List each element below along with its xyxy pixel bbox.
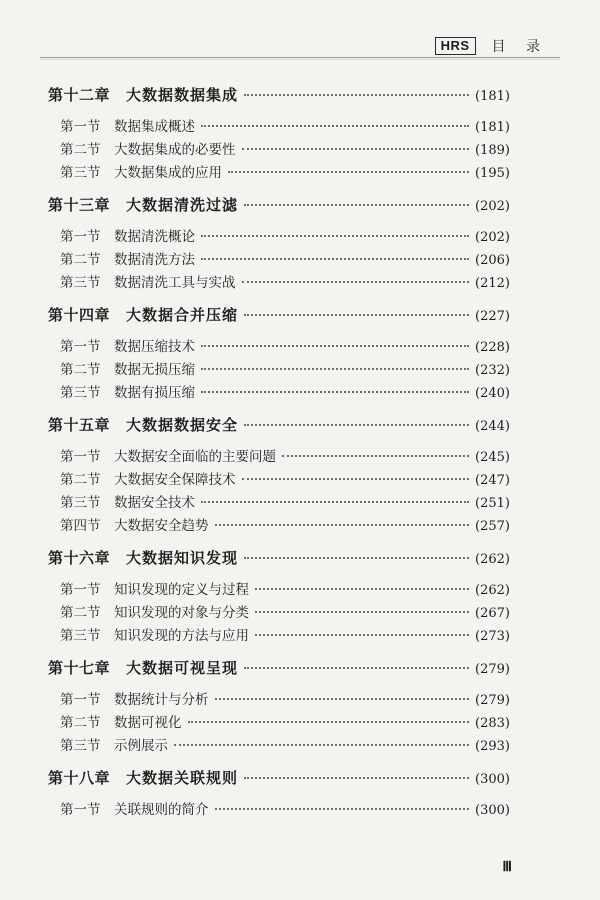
- header-title: 目 录: [491, 39, 548, 55]
- section-number: 第一节: [60, 449, 101, 465]
- chapter-block: [48, 547, 510, 647]
- section-entry[interactable]: [48, 711, 510, 734]
- chapter-number: 第十八章: [48, 769, 111, 787]
- section-title: 大数据集成的必要性: [114, 142, 236, 158]
- section-page: (228): [475, 340, 510, 355]
- section-title: 数据清洗工具与实战: [114, 275, 236, 291]
- section-page: (181): [475, 120, 510, 135]
- chapter-block: [48, 767, 510, 821]
- section-page: (283): [475, 716, 510, 731]
- section-entry[interactable]: [48, 445, 510, 468]
- chapter-number: 第十七章: [48, 659, 111, 677]
- chapter-page: (227): [475, 309, 510, 324]
- section-page: (273): [475, 629, 510, 644]
- chapter-number: 第十二章: [48, 86, 111, 104]
- section-number: 第二节: [60, 142, 101, 158]
- section-number: 第二节: [60, 605, 101, 621]
- chapter-entry[interactable]: [48, 304, 510, 327]
- dot-leader: [201, 501, 469, 503]
- section-title: 知识发现的定义与过程: [114, 582, 249, 598]
- dot-leader: [201, 368, 469, 370]
- dot-leader: [244, 424, 469, 426]
- section-page: (279): [475, 693, 510, 708]
- section-page: (262): [475, 583, 510, 598]
- dot-leader: [244, 777, 469, 779]
- chapter-entry[interactable]: [48, 194, 510, 217]
- dot-leader: [242, 478, 470, 480]
- chapter-page: (181): [475, 89, 510, 104]
- chapter-title: 大数据知识发现: [126, 549, 239, 567]
- header-rule-thin: [40, 59, 560, 60]
- section-title: 数据可视化: [114, 715, 182, 731]
- dot-leader: [201, 125, 469, 127]
- page-number: Ⅲ: [502, 860, 512, 875]
- dot-leader: [188, 721, 470, 723]
- dot-leader: [174, 744, 469, 746]
- chapter-page: (300): [475, 772, 510, 787]
- dot-leader: [242, 148, 470, 150]
- section-page: (202): [475, 230, 510, 245]
- chapter-number: 第十四章: [48, 306, 111, 324]
- section-entry[interactable]: [48, 138, 510, 161]
- section-title: 大数据安全保障技术: [114, 472, 236, 488]
- dot-leader: [244, 667, 469, 669]
- section-entry[interactable]: [48, 601, 510, 624]
- chapter-number: 第十三章: [48, 196, 111, 214]
- section-page: (240): [475, 386, 510, 401]
- chapter-title: 大数据关联规则: [126, 769, 239, 787]
- section-title: 关联规则的简介: [114, 802, 209, 818]
- dot-leader: [215, 698, 470, 700]
- section-title: 数据安全技术: [114, 495, 195, 511]
- section-entry[interactable]: [48, 271, 510, 294]
- chapter-title: 大数据数据安全: [126, 416, 239, 434]
- section-title: 知识发现的方法与应用: [114, 628, 249, 644]
- dot-leader: [255, 611, 469, 613]
- section-title: 示例展示: [114, 738, 168, 754]
- section-page: (245): [475, 450, 510, 465]
- section-page: (251): [475, 496, 510, 511]
- section-entry[interactable]: [48, 468, 510, 491]
- section-number: 第二节: [60, 252, 101, 268]
- dot-leader: [228, 171, 469, 173]
- section-entry[interactable]: [48, 115, 510, 138]
- dot-leader: [255, 588, 469, 590]
- dot-leader: [215, 808, 470, 810]
- section-number: 第四节: [60, 518, 101, 534]
- chapter-block: [48, 194, 510, 294]
- section-page: (300): [475, 803, 510, 818]
- section-entry[interactable]: [48, 734, 510, 757]
- chapter-entry[interactable]: [48, 767, 510, 790]
- chapter-page: (262): [475, 552, 510, 567]
- section-entry[interactable]: [48, 335, 510, 358]
- chapter-block: [48, 84, 510, 184]
- chapter-block: [48, 304, 510, 404]
- chapter-entry[interactable]: [48, 657, 510, 680]
- dot-leader: [244, 94, 469, 96]
- section-page: (267): [475, 606, 510, 621]
- section-entry[interactable]: [48, 225, 510, 248]
- chapter-title: 大数据清洗过滤: [126, 196, 239, 214]
- section-number: 第二节: [60, 472, 101, 488]
- section-number: 第一节: [60, 119, 101, 135]
- section-title: 数据统计与分析: [114, 692, 209, 708]
- section-page: (206): [475, 253, 510, 268]
- section-entry[interactable]: [48, 248, 510, 271]
- section-number: 第三节: [60, 738, 101, 754]
- section-number: 第三节: [60, 495, 101, 511]
- dot-leader: [244, 314, 469, 316]
- table-of-contents: [48, 84, 510, 821]
- section-number: 第三节: [60, 385, 101, 401]
- chapter-title: 大数据可视呈现: [126, 659, 239, 677]
- dot-leader: [282, 455, 469, 457]
- dot-leader: [215, 524, 470, 526]
- chapter-title: 大数据数据集成: [126, 86, 239, 104]
- section-number: 第一节: [60, 229, 101, 245]
- dot-leader: [201, 345, 469, 347]
- section-title: 数据清洗方法: [114, 252, 195, 268]
- chapter-number: 第十五章: [48, 416, 111, 434]
- dot-leader: [255, 634, 469, 636]
- section-number: 第三节: [60, 628, 101, 644]
- section-number: 第一节: [60, 692, 101, 708]
- section-number: 第三节: [60, 275, 101, 291]
- dot-leader: [242, 281, 470, 283]
- running-header: [435, 36, 548, 56]
- chapter-entry[interactable]: [48, 414, 510, 437]
- section-title: 数据有损压缩: [114, 385, 195, 401]
- chapter-page: (202): [475, 199, 510, 214]
- section-page: (257): [475, 519, 510, 534]
- section-title: 数据压缩技术: [114, 339, 195, 355]
- section-title: 数据集成概述: [114, 119, 195, 135]
- chapter-page: (244): [475, 419, 510, 434]
- section-title: 数据清洗概论: [114, 229, 195, 245]
- section-page: (232): [475, 363, 510, 378]
- section-number: 第一节: [60, 582, 101, 598]
- chapter-entry[interactable]: [48, 84, 510, 107]
- section-entry[interactable]: [48, 578, 510, 601]
- chapter-title: 大数据合并压缩: [126, 306, 239, 324]
- dot-leader: [244, 204, 469, 206]
- dot-leader: [201, 258, 469, 260]
- section-entry[interactable]: [48, 514, 510, 537]
- section-title: 大数据安全面临的主要问题: [114, 449, 276, 465]
- section-number: 第一节: [60, 339, 101, 355]
- section-entry[interactable]: [48, 688, 510, 711]
- hrs-logo: HRS: [435, 37, 476, 55]
- section-entry[interactable]: [48, 491, 510, 514]
- section-title: 数据无损压缩: [114, 362, 195, 378]
- chapter-number: 第十六章: [48, 549, 111, 567]
- header-rule: [40, 57, 560, 58]
- section-title: 大数据集成的应用: [114, 165, 222, 181]
- section-number: 第二节: [60, 715, 101, 731]
- section-number: 第三节: [60, 165, 101, 181]
- section-entry[interactable]: [48, 798, 510, 821]
- section-entry[interactable]: [48, 161, 510, 184]
- section-page: (195): [475, 166, 510, 181]
- chapter-entry[interactable]: [48, 547, 510, 570]
- dot-leader: [244, 557, 469, 559]
- section-title: 知识发现的对象与分类: [114, 605, 249, 621]
- section-number: 第一节: [60, 802, 101, 818]
- dot-leader: [201, 235, 469, 237]
- chapter-block: [48, 414, 510, 537]
- dot-leader: [201, 391, 469, 393]
- section-entry[interactable]: [48, 381, 510, 404]
- section-page: (293): [475, 739, 510, 754]
- section-page: (212): [475, 276, 510, 291]
- chapter-page: (279): [475, 662, 510, 677]
- section-entry[interactable]: [48, 624, 510, 647]
- section-number: 第二节: [60, 362, 101, 378]
- section-page: (189): [475, 143, 510, 158]
- section-page: (247): [475, 473, 510, 488]
- section-entry[interactable]: [48, 358, 510, 381]
- section-title: 大数据安全趋势: [114, 518, 209, 534]
- chapter-block: [48, 657, 510, 757]
